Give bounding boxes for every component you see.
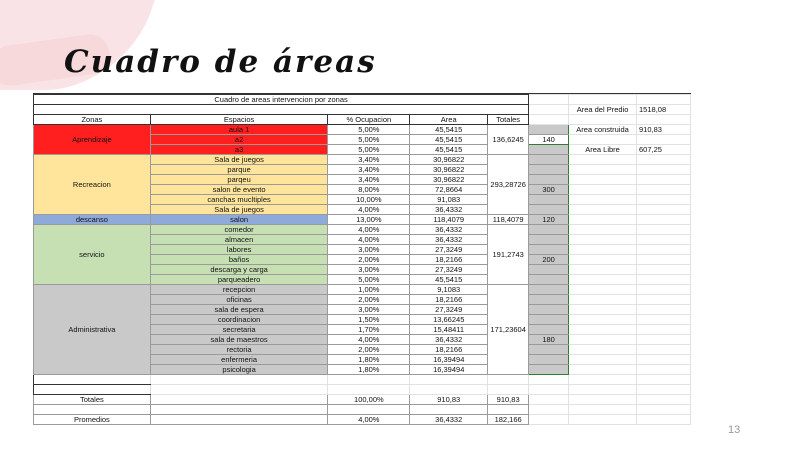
empty-cell bbox=[569, 375, 637, 385]
header-row bbox=[34, 115, 691, 125]
zone-total: 171,23604 bbox=[488, 285, 529, 375]
empty-cell bbox=[637, 225, 691, 235]
header-espacios: Espacios bbox=[150, 115, 328, 125]
area-value: 45,5415 bbox=[410, 145, 488, 155]
empty-cell bbox=[34, 375, 151, 385]
predio-label: Area Libre bbox=[569, 145, 637, 155]
empty-cell bbox=[569, 195, 637, 205]
side-total-cell bbox=[529, 285, 569, 295]
occupancy-value: 3,00% bbox=[328, 305, 410, 315]
occupancy-value: 1,50% bbox=[328, 315, 410, 325]
occupancy-value: 10,00% bbox=[328, 195, 410, 205]
area-value: 72,8664 bbox=[410, 185, 488, 195]
predio-value: 607,25 bbox=[637, 145, 691, 155]
empty-cell bbox=[637, 345, 691, 355]
space-name: psicologia bbox=[150, 365, 328, 375]
empty-cell bbox=[150, 385, 328, 395]
empty-cell bbox=[410, 385, 488, 395]
empty-cell bbox=[637, 305, 691, 315]
zone-name: Aprendizaje bbox=[34, 125, 151, 155]
empty-cell bbox=[637, 275, 691, 285]
header-zonas: Zonas bbox=[34, 115, 151, 125]
area-value: 27,3249 bbox=[410, 245, 488, 255]
predio-value: 910,83 bbox=[637, 125, 691, 135]
space-name: labores bbox=[150, 245, 328, 255]
empty-cell bbox=[637, 155, 691, 165]
side-total-cell bbox=[529, 275, 569, 285]
table-title-row bbox=[34, 95, 691, 105]
occupancy-value: 8,00% bbox=[328, 185, 410, 195]
empty-cell bbox=[569, 215, 637, 225]
area-value: 18,2166 bbox=[410, 255, 488, 265]
empty-cell bbox=[637, 95, 691, 105]
table-row bbox=[34, 225, 691, 235]
empty-cell bbox=[637, 325, 691, 335]
header-ocupacion: % Ocupacion bbox=[328, 115, 410, 125]
empty-cell bbox=[637, 405, 691, 415]
space-name: a3 bbox=[150, 145, 328, 155]
occupancy-value: 1,80% bbox=[328, 365, 410, 375]
empty-row bbox=[34, 385, 691, 395]
zone-name: Administrativa bbox=[34, 285, 151, 375]
empty-cell bbox=[637, 165, 691, 175]
occupancy-value: 3,00% bbox=[328, 245, 410, 255]
empty-cell bbox=[637, 315, 691, 325]
side-total-cell bbox=[529, 235, 569, 245]
averages-ocupacion: 4,00% bbox=[328, 415, 410, 425]
empty-cell bbox=[150, 375, 328, 385]
table-title: Cuadro de areas intervencion por zonas bbox=[34, 95, 529, 105]
area-value: 36,4332 bbox=[410, 235, 488, 245]
space-name: a2 bbox=[150, 135, 328, 145]
empty-cell bbox=[529, 115, 569, 125]
space-name: salon de evento bbox=[150, 185, 328, 195]
side-total-cell bbox=[529, 165, 569, 175]
zone-total: 118,4079 bbox=[488, 215, 529, 225]
empty-cell bbox=[529, 95, 569, 105]
space-name: parqeu bbox=[150, 175, 328, 185]
occupancy-value: 4,00% bbox=[328, 225, 410, 235]
empty-cell bbox=[569, 405, 637, 415]
side-total-cell bbox=[529, 315, 569, 325]
header-totales: Totales bbox=[488, 115, 529, 125]
area-value: 118,4079 bbox=[410, 215, 488, 225]
empty-cell bbox=[569, 255, 637, 265]
empty-cell bbox=[529, 105, 569, 115]
empty-cell bbox=[34, 385, 151, 395]
area-value: 18,2166 bbox=[410, 345, 488, 355]
occupancy-value: 1,00% bbox=[328, 285, 410, 295]
empty-cell bbox=[569, 355, 637, 365]
occupancy-value: 3,40% bbox=[328, 175, 410, 185]
empty-cell bbox=[637, 335, 691, 345]
areas-spreadsheet bbox=[33, 93, 691, 436]
empty-cell bbox=[637, 375, 691, 385]
space-name: secretaria bbox=[150, 325, 328, 335]
empty-cell bbox=[569, 245, 637, 255]
side-total-value: 200 bbox=[529, 255, 569, 265]
empty-cell bbox=[637, 175, 691, 185]
occupancy-value: 3,40% bbox=[328, 165, 410, 175]
occupancy-value: 3,40% bbox=[328, 155, 410, 165]
table-row bbox=[34, 285, 691, 295]
empty-cell bbox=[637, 115, 691, 125]
empty-cell bbox=[637, 295, 691, 305]
zone-total: 191,2743 bbox=[488, 225, 529, 285]
side-total-cell bbox=[529, 365, 569, 375]
space-name: sala de espera bbox=[150, 305, 328, 315]
empty-cell bbox=[569, 165, 637, 175]
empty-cell bbox=[488, 375, 529, 385]
area-value: 36,4332 bbox=[410, 335, 488, 345]
space-name: descarga y carga bbox=[150, 265, 328, 275]
empty-cell bbox=[637, 245, 691, 255]
table-row bbox=[34, 155, 691, 165]
space-name: parqueadero bbox=[150, 275, 328, 285]
predio-value: 1518,08 bbox=[637, 105, 691, 115]
space-name: Sala de juegos bbox=[150, 205, 328, 215]
header-area: Area bbox=[410, 115, 488, 125]
empty-cell bbox=[150, 405, 328, 415]
areas-table bbox=[33, 94, 691, 425]
empty-cell bbox=[488, 385, 529, 395]
side-total-cell bbox=[529, 205, 569, 215]
empty-cell bbox=[150, 415, 328, 425]
averages-area: 36,4332 bbox=[410, 415, 488, 425]
empty-cell bbox=[529, 395, 569, 405]
area-value: 45,5415 bbox=[410, 275, 488, 285]
occupancy-value: 1,70% bbox=[328, 325, 410, 335]
side-total-cell bbox=[529, 155, 569, 165]
occupancy-value: 3,00% bbox=[328, 265, 410, 275]
empty-cell bbox=[569, 295, 637, 305]
empty-cell bbox=[529, 405, 569, 415]
empty-cell bbox=[637, 265, 691, 275]
spacer-row bbox=[34, 105, 691, 115]
empty-cell bbox=[637, 365, 691, 375]
zone-total: 293,28726 bbox=[488, 155, 529, 215]
area-value: 13,66245 bbox=[410, 315, 488, 325]
empty-cell bbox=[569, 285, 637, 295]
zone-name: Recreacion bbox=[34, 155, 151, 215]
empty-cell bbox=[637, 205, 691, 215]
side-total-value: 180 bbox=[529, 335, 569, 345]
occupancy-value: 5,00% bbox=[328, 275, 410, 285]
occupancy-value: 4,00% bbox=[328, 205, 410, 215]
occupancy-value: 2,00% bbox=[328, 345, 410, 355]
empty-cell bbox=[569, 155, 637, 165]
occupancy-value: 5,00% bbox=[328, 135, 410, 145]
empty-cell bbox=[569, 365, 637, 375]
empty-cell bbox=[569, 305, 637, 315]
space-name: sala de maestros bbox=[150, 335, 328, 345]
empty-cell bbox=[637, 215, 691, 225]
space-name: comedor bbox=[150, 225, 328, 235]
empty-cell bbox=[529, 375, 569, 385]
occupancy-value: 4,00% bbox=[328, 335, 410, 345]
side-total-cell bbox=[529, 325, 569, 335]
side-total-cell bbox=[529, 125, 569, 135]
empty-cell bbox=[569, 185, 637, 195]
slide-title: Cuadro de áreas bbox=[64, 44, 377, 80]
space-name: almacen bbox=[150, 235, 328, 245]
space-name: Sala de juegos bbox=[150, 155, 328, 165]
space-name: salon bbox=[150, 215, 328, 225]
empty-cell bbox=[569, 335, 637, 345]
occupancy-value: 4,00% bbox=[328, 235, 410, 245]
area-value: 45,5415 bbox=[410, 125, 488, 135]
occupancy-value: 5,00% bbox=[328, 125, 410, 135]
space-name: rectoria bbox=[150, 345, 328, 355]
empty-cell bbox=[410, 405, 488, 415]
empty-cell bbox=[637, 235, 691, 245]
empty-cell bbox=[637, 355, 691, 365]
area-value: 45,5415 bbox=[410, 135, 488, 145]
empty-cell bbox=[150, 395, 328, 405]
empty-cell bbox=[569, 415, 637, 425]
space-name: canchas mucltiples bbox=[150, 195, 328, 205]
empty-cell bbox=[34, 405, 151, 415]
averages-row bbox=[34, 415, 691, 425]
side-total-cell bbox=[529, 345, 569, 355]
side-total-cell bbox=[529, 265, 569, 275]
empty-cell bbox=[529, 415, 569, 425]
empty-cell bbox=[637, 395, 691, 405]
empty-cell bbox=[34, 105, 529, 115]
averages-label: Promedios bbox=[34, 415, 151, 425]
empty-cell bbox=[637, 185, 691, 195]
zone-name: servicio bbox=[34, 225, 151, 285]
side-total-cell bbox=[529, 225, 569, 235]
occupancy-value: 13,00% bbox=[328, 215, 410, 225]
empty-cell bbox=[637, 255, 691, 265]
empty-cell bbox=[569, 225, 637, 235]
area-value: 30,96822 bbox=[410, 175, 488, 185]
side-total-cell bbox=[529, 355, 569, 365]
empty-cell bbox=[569, 115, 637, 125]
totals-total: 910,83 bbox=[488, 395, 529, 405]
space-name: parque bbox=[150, 165, 328, 175]
empty-cell bbox=[328, 385, 410, 395]
occupancy-value: 2,00% bbox=[328, 255, 410, 265]
predio-label: Area del Predio bbox=[569, 105, 637, 115]
empty-cell bbox=[569, 135, 637, 145]
table-row bbox=[34, 125, 691, 135]
totals-label: Totales bbox=[34, 395, 151, 405]
zone-name: descanso bbox=[34, 215, 151, 225]
occupancy-value: 2,00% bbox=[328, 295, 410, 305]
area-value: 15,48411 bbox=[410, 325, 488, 335]
side-total-cell bbox=[529, 145, 569, 155]
area-value: 9,1083 bbox=[410, 285, 488, 295]
totals-ocupacion: 100,00% bbox=[328, 395, 410, 405]
empty-cell bbox=[569, 395, 637, 405]
empty-cell bbox=[569, 95, 637, 105]
empty-cell bbox=[637, 285, 691, 295]
empty-row bbox=[34, 375, 691, 385]
space-name: aula 1 bbox=[150, 125, 328, 135]
space-name: enfermeria bbox=[150, 355, 328, 365]
area-value: 16,39494 bbox=[410, 365, 488, 375]
table-row bbox=[34, 215, 691, 225]
occupancy-value: 1,80% bbox=[328, 355, 410, 365]
area-value: 91,083 bbox=[410, 195, 488, 205]
area-value: 27,3249 bbox=[410, 305, 488, 315]
side-total-cell bbox=[529, 195, 569, 205]
space-name: oficinas bbox=[150, 295, 328, 305]
side-total-value: 140 bbox=[529, 135, 569, 145]
predio-label: Area construida bbox=[569, 125, 637, 135]
empty-cell bbox=[569, 205, 637, 215]
area-value: 36,4332 bbox=[410, 225, 488, 235]
empty-cell bbox=[569, 275, 637, 285]
area-value: 27,3249 bbox=[410, 265, 488, 275]
empty-cell bbox=[637, 385, 691, 395]
area-value: 16,39494 bbox=[410, 355, 488, 365]
empty-cell bbox=[529, 385, 569, 395]
side-total-value: 300 bbox=[529, 185, 569, 195]
space-name: baños bbox=[150, 255, 328, 265]
empty-cell bbox=[569, 325, 637, 335]
space-name: recepcion bbox=[150, 285, 328, 295]
area-value: 30,96822 bbox=[410, 155, 488, 165]
empty-cell bbox=[569, 235, 637, 245]
side-total-cell bbox=[529, 175, 569, 185]
area-value: 18,2166 bbox=[410, 295, 488, 305]
empty-cell bbox=[328, 375, 410, 385]
side-total-cell bbox=[529, 305, 569, 315]
page-number: 13 bbox=[728, 424, 741, 436]
empty-cell bbox=[410, 375, 488, 385]
empty-row bbox=[34, 405, 691, 415]
empty-cell bbox=[569, 315, 637, 325]
empty-cell bbox=[637, 195, 691, 205]
zone-total: 136,6245 bbox=[488, 125, 529, 155]
totals-area: 910,83 bbox=[410, 395, 488, 405]
empty-cell bbox=[637, 135, 691, 145]
totals-row bbox=[34, 395, 691, 405]
averages-total: 182,166 bbox=[488, 415, 529, 425]
empty-cell bbox=[569, 265, 637, 275]
empty-cell bbox=[637, 415, 691, 425]
empty-cell bbox=[569, 385, 637, 395]
empty-cell bbox=[569, 175, 637, 185]
empty-cell bbox=[328, 405, 410, 415]
empty-cell bbox=[488, 405, 529, 415]
side-total-cell bbox=[529, 245, 569, 255]
occupancy-value: 5,00% bbox=[328, 145, 410, 155]
side-total-cell bbox=[529, 295, 569, 305]
area-value: 36,4332 bbox=[410, 205, 488, 215]
empty-cell bbox=[569, 345, 637, 355]
space-name: coordinacion bbox=[150, 315, 328, 325]
area-value: 30,96822 bbox=[410, 165, 488, 175]
side-total-value: 120 bbox=[529, 215, 569, 225]
